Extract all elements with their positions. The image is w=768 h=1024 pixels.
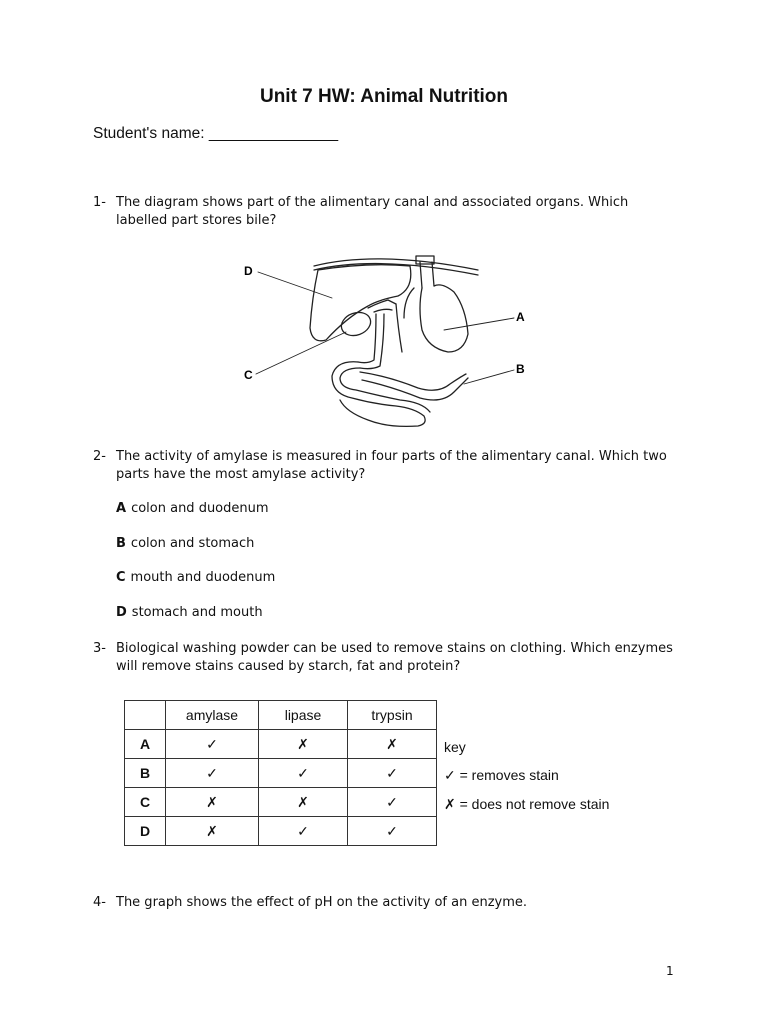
diagram-label-c: C <box>244 368 253 382</box>
table-cell: ✓ <box>259 759 348 788</box>
table-row <box>125 759 437 788</box>
table-cell: ✓ <box>348 817 437 846</box>
table-cell: ✗ <box>348 730 437 759</box>
question-3-number: 3- <box>93 641 106 656</box>
question-2-number: 2- <box>93 449 106 464</box>
table-cell: ✗ <box>259 730 348 759</box>
question-1-text: The diagram shows part of the alimentary canal and associated organs. Which labelled part stores bile? <box>116 195 629 228</box>
option-d-text: stomach and mouth <box>131 605 263 620</box>
option-b-letter: B <box>116 536 126 551</box>
diagram-label-d: D <box>244 264 253 278</box>
table-header-trypsin: trypsin <box>348 701 437 730</box>
table-header-blank <box>125 701 166 730</box>
option-d <box>116 605 263 620</box>
question-4-text: The graph shows the effect of pH on the activity of an enzyme. <box>116 895 528 910</box>
table-cell: ✗ <box>166 788 259 817</box>
table-cell: ✓ <box>166 759 259 788</box>
enzyme-table <box>124 700 437 846</box>
option-b-text: colon and stomach <box>130 536 255 551</box>
option-c-text: mouth and duodenum <box>130 570 276 585</box>
table-cell: ✓ <box>166 730 259 759</box>
question-3-text: Biological washing powder can be used to remove stains on clothing. Which enzymes will remove stains caused by starch, fat and protein? <box>116 641 673 674</box>
table-row-label: B <box>125 759 166 788</box>
table-row <box>125 730 437 759</box>
table-cell: ✓ <box>348 788 437 817</box>
option-b <box>116 536 254 551</box>
table-cell: ✓ <box>348 759 437 788</box>
table-row-label: A <box>125 730 166 759</box>
key-removes-stain: ✓ = removes stain <box>444 767 559 783</box>
question-1-number: 1- <box>93 195 106 210</box>
table-row-label: D <box>125 817 166 846</box>
key-title: key <box>444 739 466 755</box>
student-name-line: Student's name: _______________ <box>93 125 339 142</box>
option-a-text: colon and duodenum <box>131 501 269 516</box>
option-a-letter: A <box>116 501 127 516</box>
table-header-lipase: lipase <box>259 701 348 730</box>
key-does-not-remove-stain: ✗ = does not remove stain <box>444 796 610 812</box>
table-header-row <box>125 701 437 730</box>
question-4-number: 4- <box>93 895 106 910</box>
table-cell: ✓ <box>259 817 348 846</box>
alimentary-canal-diagram <box>228 248 540 432</box>
table-row <box>125 788 437 817</box>
table-cell: ✗ <box>259 788 348 817</box>
option-a <box>116 501 269 516</box>
table-row-label: C <box>125 788 166 817</box>
option-d-letter: D <box>116 605 127 620</box>
diagram-label-a: A <box>516 310 525 324</box>
page-number: 1 <box>666 964 674 978</box>
question-2-text: The activity of amylase is measured in four parts of the alimentary canal. Which two parts have the most amylase activity? <box>116 449 667 482</box>
table-cell: ✗ <box>166 817 259 846</box>
option-c <box>116 570 275 585</box>
diagram-label-b: B <box>516 362 525 376</box>
option-c-letter: C <box>116 570 126 585</box>
table-row <box>125 817 437 846</box>
page-title: Unit 7 HW: Animal Nutrition <box>259 86 509 107</box>
table-header-amylase: amylase <box>166 701 259 730</box>
